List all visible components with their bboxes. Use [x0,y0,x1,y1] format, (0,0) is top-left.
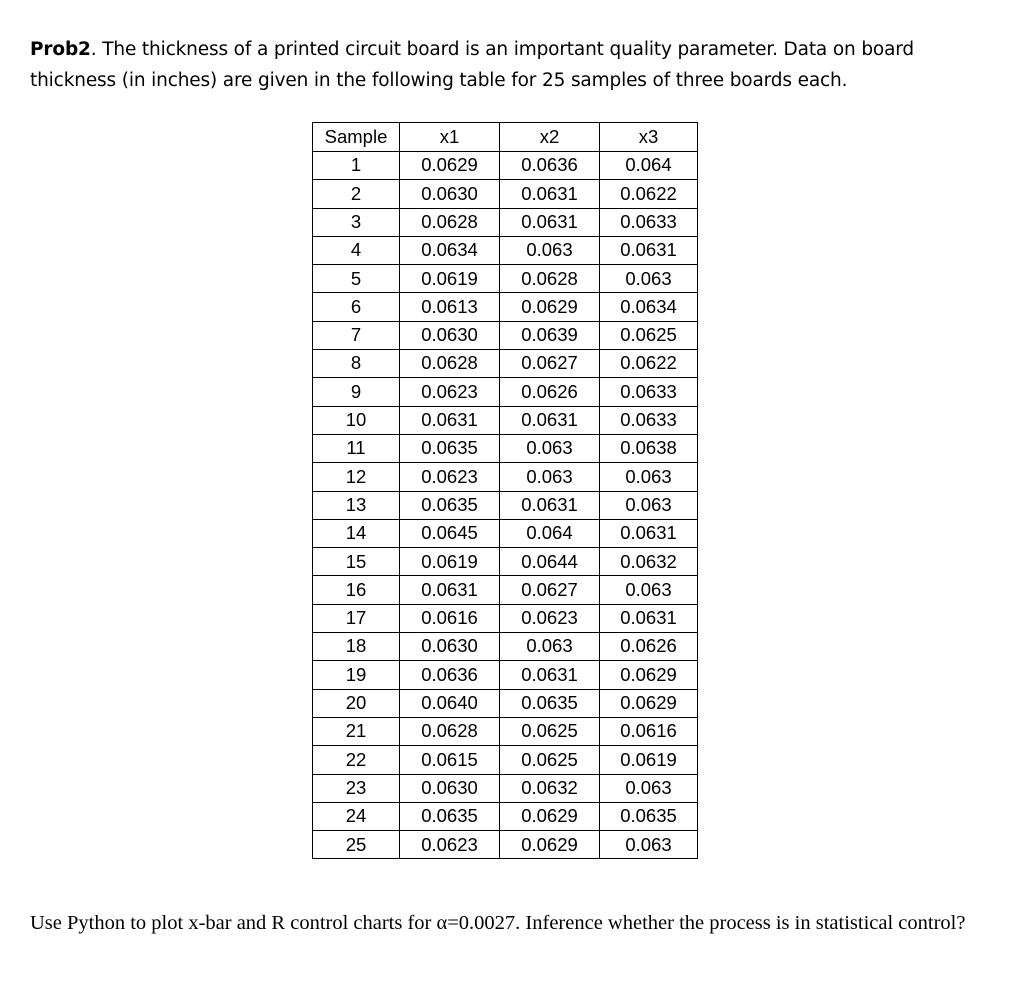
cell-x3: 0.063 [600,576,698,604]
cell-x3: 0.0626 [600,633,698,661]
cell-sample: 12 [313,463,400,491]
cell-sample: 10 [313,406,400,434]
table-row [313,463,698,491]
header-x3: x3 [600,123,698,152]
cell-sample: 6 [313,293,400,321]
cell-sample: 19 [313,661,400,689]
cell-x2: 0.0636 [500,152,600,180]
cell-x2: 0.0628 [500,265,600,293]
cell-x1: 0.0631 [400,406,500,434]
cell-x2: 0.0627 [500,576,600,604]
cell-sample: 24 [313,802,400,830]
cell-x3: 0.0622 [600,350,698,378]
table-row [313,774,698,802]
cell-sample: 14 [313,519,400,547]
thickness-table [312,122,698,859]
table-row [313,576,698,604]
cell-x2: 0.0623 [500,604,600,632]
table-row [313,265,698,293]
cell-x2: 0.0625 [500,746,600,774]
cell-sample: 1 [313,152,400,180]
cell-x2: 0.063 [500,236,600,264]
cell-x1: 0.0628 [400,350,500,378]
cell-x2: 0.0644 [500,548,600,576]
cell-x2: 0.063 [500,463,600,491]
cell-x1: 0.0615 [400,746,500,774]
cell-x2: 0.0631 [500,208,600,236]
cell-x3: 0.0631 [600,604,698,632]
cell-x1: 0.0623 [400,463,500,491]
cell-x3: 0.0633 [600,208,698,236]
table-row [313,236,698,264]
cell-x3: 0.0634 [600,293,698,321]
cell-x2: 0.0632 [500,774,600,802]
cell-x2: 0.0631 [500,491,600,519]
table-row [313,717,698,745]
table-row [313,604,698,632]
table-row [313,689,698,717]
cell-x2: 0.0639 [500,321,600,349]
cell-sample: 17 [313,604,400,632]
cell-x2: 0.0629 [500,802,600,830]
cell-x2: 0.0629 [500,831,600,859]
problem-statement [30,34,1005,96]
cell-sample: 3 [313,208,400,236]
table-row [313,746,698,774]
cell-x3: 0.063 [600,774,698,802]
cell-x1: 0.0628 [400,717,500,745]
table-row [313,350,698,378]
cell-x2: 0.0631 [500,406,600,434]
cell-x1: 0.0628 [400,208,500,236]
cell-x3: 0.063 [600,463,698,491]
table-row [313,406,698,434]
cell-x2: 0.0627 [500,350,600,378]
cell-x1: 0.0613 [400,293,500,321]
cell-x1: 0.0636 [400,661,500,689]
cell-x2: 0.0626 [500,378,600,406]
cell-sample: 15 [313,548,400,576]
thickness-table-container [312,122,698,859]
cell-x1: 0.0630 [400,321,500,349]
cell-x1: 0.0645 [400,519,500,547]
table-row [313,180,698,208]
cell-sample: 8 [313,350,400,378]
table-row [313,519,698,547]
cell-x2: 0.0631 [500,180,600,208]
cell-x3: 0.0633 [600,378,698,406]
cell-x1: 0.0630 [400,774,500,802]
table-row [313,491,698,519]
cell-x3: 0.0632 [600,548,698,576]
cell-x3: 0.0619 [600,746,698,774]
cell-x2: 0.0629 [500,293,600,321]
table-row [313,152,698,180]
table-row [313,321,698,349]
cell-x3: 0.063 [600,491,698,519]
problem-label: Prob2 [30,39,91,60]
table-row [313,378,698,406]
cell-x3: 0.0635 [600,802,698,830]
cell-x1: 0.0616 [400,604,500,632]
header-sample: Sample [313,123,400,152]
cell-x1: 0.0635 [400,491,500,519]
cell-x1: 0.0630 [400,633,500,661]
table-row [313,661,698,689]
header-x1: x1 [400,123,500,152]
table-row [313,831,698,859]
cell-x3: 0.0631 [600,236,698,264]
cell-x3: 0.0625 [600,321,698,349]
cell-x1: 0.0619 [400,265,500,293]
table-body [313,152,698,859]
cell-sample: 22 [313,746,400,774]
cell-x2: 0.064 [500,519,600,547]
cell-x1: 0.0619 [400,548,500,576]
cell-x3: 0.0622 [600,180,698,208]
cell-x2: 0.063 [500,633,600,661]
cell-x3: 0.064 [600,152,698,180]
cell-x3: 0.0629 [600,689,698,717]
cell-x3: 0.063 [600,265,698,293]
cell-x1: 0.0631 [400,576,500,604]
cell-x3: 0.063 [600,831,698,859]
cell-x1: 0.0623 [400,378,500,406]
cell-x1: 0.0640 [400,689,500,717]
question-text: Use Python to plot x-bar and R control charts for α=0.0027. Inference whether the process is in statistical control? [30,912,966,934]
cell-sample: 9 [313,378,400,406]
cell-x3: 0.0633 [600,406,698,434]
cell-x1: 0.0630 [400,180,500,208]
table-row [313,434,698,462]
cell-x2: 0.063 [500,434,600,462]
cell-x3: 0.0629 [600,661,698,689]
cell-x2: 0.0635 [500,689,600,717]
cell-sample: 7 [313,321,400,349]
table-row [313,802,698,830]
cell-sample: 16 [313,576,400,604]
cell-sample: 25 [313,831,400,859]
cell-x2: 0.0631 [500,661,600,689]
cell-x2: 0.0625 [500,717,600,745]
cell-sample: 2 [313,180,400,208]
table-row [313,633,698,661]
cell-x1: 0.0623 [400,831,500,859]
cell-x1: 0.0635 [400,434,500,462]
table-row [313,208,698,236]
cell-sample: 5 [313,265,400,293]
table-row [313,293,698,321]
cell-sample: 4 [313,236,400,264]
cell-sample: 20 [313,689,400,717]
cell-x3: 0.0638 [600,434,698,462]
cell-sample: 21 [313,717,400,745]
cell-x3: 0.0631 [600,519,698,547]
cell-x1: 0.0635 [400,802,500,830]
cell-x1: 0.0634 [400,236,500,264]
problem-text: . The thickness of a printed circuit board is an important quality parameter. Data on board thickness (in inches) are given in the following table for 25 samples of three boards each. [30,39,914,91]
cell-sample: 11 [313,434,400,462]
cell-x1: 0.0629 [400,152,500,180]
table-header-row [313,123,698,152]
cell-sample: 23 [313,774,400,802]
cell-x3: 0.0616 [600,717,698,745]
cell-sample: 13 [313,491,400,519]
cell-sample: 18 [313,633,400,661]
header-x2: x2 [500,123,600,152]
table-row [313,548,698,576]
